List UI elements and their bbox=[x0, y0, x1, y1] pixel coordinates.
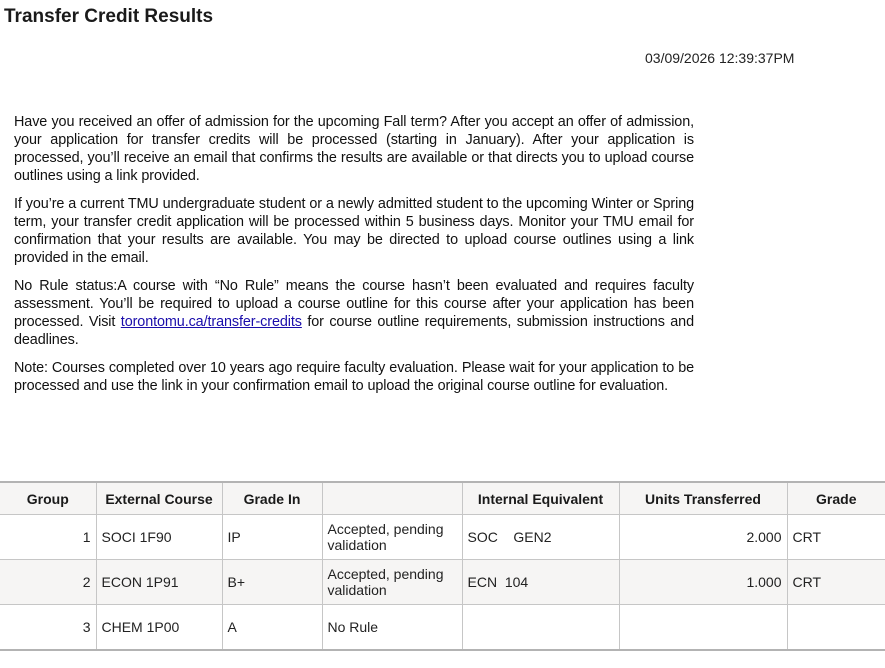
cell-external-course: SOCI 1F90 bbox=[96, 515, 222, 560]
cell-units-transferred: 2.000 bbox=[619, 515, 787, 560]
cell-internal-equivalent: SOC GEN2 bbox=[462, 515, 619, 560]
no-rule-text-end: for course outline requirements, submission instructions and deadlines. bbox=[14, 314, 694, 348]
cell-internal-equivalent bbox=[462, 605, 619, 651]
transfer-credit-table bbox=[0, 481, 885, 651]
cell-grade: CRT bbox=[787, 560, 885, 605]
col-header-external-course: External Course bbox=[96, 482, 222, 515]
info-paragraph-admission: Have you received an offer of admission for the upcoming Fall term? After you accept an offer of admission, your application for transfer credits will be processed (starting in January). After your application is processed, you’ll receive an email that confirms the results are available or that directs you to upload course outlines using a link provided. bbox=[14, 114, 694, 184]
table-row bbox=[0, 515, 885, 560]
col-header-status bbox=[322, 482, 462, 515]
cell-internal-equivalent: ECN 104 bbox=[462, 560, 619, 605]
cell-grade bbox=[787, 605, 885, 651]
cell-group: 1 bbox=[0, 515, 96, 560]
info-paragraph-no-rule bbox=[14, 277, 694, 349]
info-paragraph-current-students: If you’re a current TMU undergraduate student or a newly admitted student to the upcoming Winter or Spring term, your transfer credit application will be processed within 5 business days. Monitor your TMU email for confirmation that your results are available. You may be directed to upload course outlines using a link provided in the email. bbox=[14, 196, 694, 266]
info-paragraph-note: Note: Courses completed over 10 years ago require faculty evaluation. Please wait for your application to be processed and use the link in your confirmation email to upload the original course outline for evaluation. bbox=[14, 360, 694, 394]
cell-grade-in: A bbox=[222, 605, 322, 651]
cell-group: 3 bbox=[0, 605, 96, 651]
col-header-internal-equivalent: Internal Equivalent bbox=[462, 482, 619, 515]
info-text bbox=[14, 113, 694, 405]
cell-status: No Rule bbox=[322, 605, 462, 651]
col-header-grade-in: Grade In bbox=[222, 482, 322, 515]
table-row bbox=[0, 605, 885, 651]
cell-grade: CRT bbox=[787, 515, 885, 560]
timestamp: 03/09/2026 12:39:37PM bbox=[645, 50, 795, 66]
no-rule-text: No Rule status:A course with “No Rule” means the course hasn’t been evaluated and requires faculty assessment. You’ll be required to upload a course outline for this course after your application has been processed. Visit bbox=[14, 278, 694, 330]
cell-status: Accepted, pending validation bbox=[322, 560, 462, 605]
cell-grade-in: B+ bbox=[222, 560, 322, 605]
page-title: Transfer Credit Results bbox=[4, 6, 214, 27]
cell-grade-in: IP bbox=[222, 515, 322, 560]
transfer-credits-link[interactable]: torontomu.ca/transfer-credits bbox=[120, 314, 302, 330]
cell-units-transferred bbox=[619, 605, 787, 651]
cell-status: Accepted, pending validation bbox=[322, 515, 462, 560]
cell-units-transferred: 1.000 bbox=[619, 560, 787, 605]
table-header-row bbox=[0, 482, 885, 515]
col-header-group: Group bbox=[0, 482, 96, 515]
cell-external-course: CHEM 1P00 bbox=[96, 605, 222, 651]
table-row bbox=[0, 560, 885, 605]
cell-external-course: ECON 1P91 bbox=[96, 560, 222, 605]
col-header-grade: Grade bbox=[787, 482, 885, 515]
cell-group: 2 bbox=[0, 560, 96, 605]
col-header-units-transferred: Units Transferred bbox=[619, 482, 787, 515]
